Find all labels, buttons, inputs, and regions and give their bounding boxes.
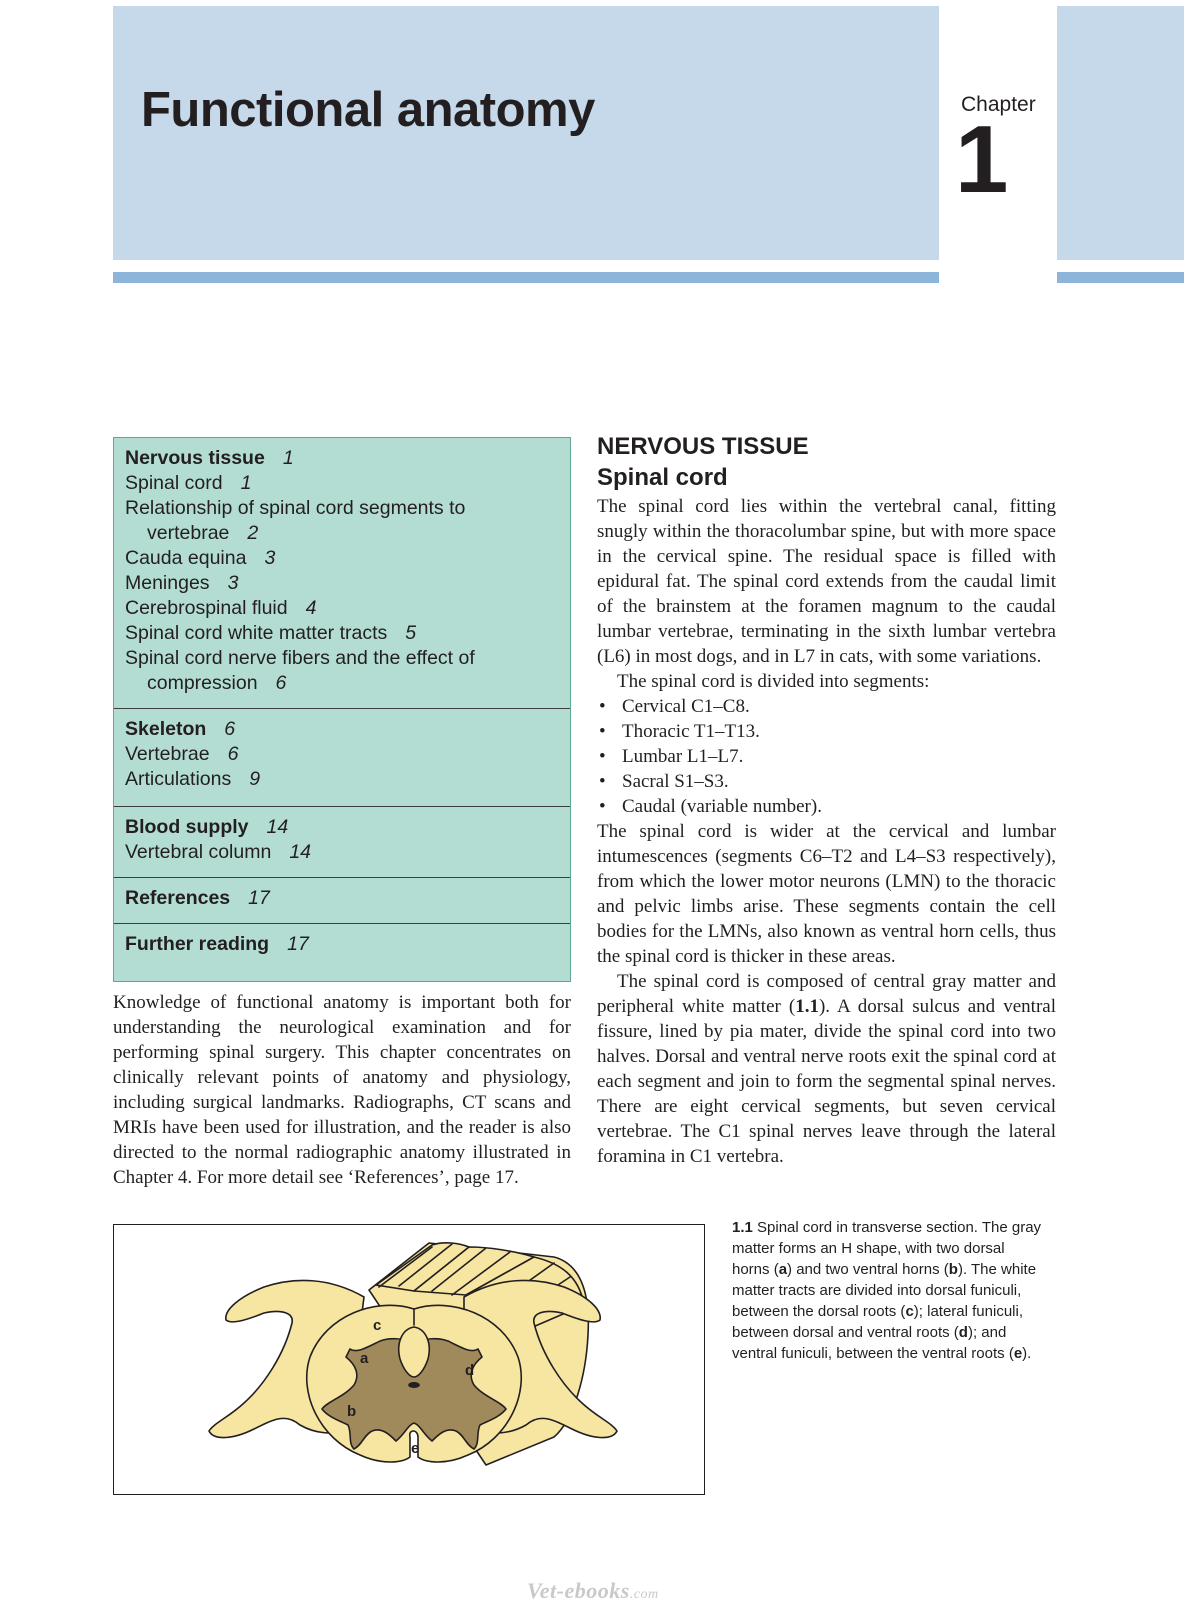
caption-key: d bbox=[958, 1324, 968, 1341]
watermark-main: Vet-ebooks bbox=[527, 1578, 630, 1603]
toc-entry-label: Articulations bbox=[125, 768, 232, 790]
section-heading: NERVOUS TISSUE bbox=[597, 433, 809, 460]
caption-key: e bbox=[1013, 1345, 1023, 1362]
chapter-number: 1 bbox=[955, 106, 1009, 213]
toc-entry[interactable] bbox=[125, 521, 560, 546]
list-item: • Caudal (variable number). bbox=[597, 794, 1056, 819]
segment-list bbox=[597, 694, 1056, 819]
figure-caption bbox=[732, 1217, 1042, 1364]
list-item: • Sacral S1–S3. bbox=[597, 769, 1056, 794]
caption-text: ) and two ventral horns ( bbox=[787, 1261, 949, 1278]
toc-page-number: 3 bbox=[264, 547, 276, 569]
toc-heading[interactable] bbox=[125, 932, 560, 957]
toc-entry[interactable] bbox=[125, 840, 560, 865]
toc-entry[interactable] bbox=[125, 767, 560, 792]
toc-heading[interactable] bbox=[125, 717, 560, 742]
toc-entry-label: Vertebrae bbox=[125, 743, 210, 765]
label-c: c bbox=[373, 1317, 382, 1334]
list-item: • Thoracic T1–T13. bbox=[597, 719, 1056, 744]
label-d: d bbox=[465, 1362, 475, 1379]
toc-entry-label: Spinal cord nerve fibers and the effect of bbox=[125, 647, 475, 669]
toc-page-number: 6 bbox=[224, 718, 236, 740]
toc-page-number: 2 bbox=[247, 522, 259, 544]
body-paragraph: The spinal cord is divided into segments: bbox=[617, 671, 930, 692]
toc-entry-label: compression bbox=[147, 672, 258, 694]
toc-entry bbox=[125, 646, 560, 671]
toc-entry[interactable] bbox=[125, 596, 560, 621]
toc-page-number: 17 bbox=[248, 887, 270, 909]
intro-column bbox=[113, 990, 571, 1190]
toc-page-number: 1 bbox=[240, 472, 252, 494]
toc-page-number: 3 bbox=[227, 572, 239, 594]
watermark bbox=[527, 1578, 659, 1604]
toc-entry-label: Skeleton bbox=[125, 718, 207, 740]
toc-page-number: 17 bbox=[287, 933, 309, 955]
figure-spinal-cord bbox=[113, 1224, 705, 1495]
toc-entry[interactable] bbox=[125, 546, 560, 571]
toc-entry[interactable] bbox=[125, 671, 560, 696]
toc-entry-label: Cerebrospinal fluid bbox=[125, 597, 288, 619]
chapter-header-band-right bbox=[1057, 6, 1184, 260]
caption-text: Spinal cord in transverse section. The gray matter forms an H shape, with two dorsal horns ( bbox=[732, 1219, 1042, 1278]
toc-entry-label: Meninges bbox=[125, 572, 210, 594]
label-a: a bbox=[360, 1350, 369, 1367]
spinal-cord-illustration bbox=[114, 1225, 703, 1493]
toc-entry-label: Vertebral column bbox=[125, 841, 272, 863]
label-b: b bbox=[347, 1403, 357, 1420]
toc-page-number: 6 bbox=[275, 672, 287, 694]
toc-entry-label: vertebrae bbox=[147, 522, 230, 544]
figure-reference[interactable]: 1.1 bbox=[795, 996, 819, 1017]
toc-page-number: 1 bbox=[282, 447, 294, 469]
toc-page-number: 5 bbox=[405, 622, 417, 644]
toc-entry-label: Spinal cord bbox=[125, 472, 223, 494]
chapter-contents-box bbox=[113, 437, 571, 982]
figure-number: 1.1 bbox=[732, 1219, 753, 1236]
chapter-title: Functional anatomy bbox=[141, 83, 595, 137]
toc-heading[interactable] bbox=[125, 815, 560, 840]
caption-key: b bbox=[948, 1261, 958, 1278]
toc-section bbox=[114, 807, 570, 878]
toc-entry-label: Spinal cord white matter tracts bbox=[125, 622, 388, 644]
caption-key: a bbox=[778, 1261, 788, 1278]
toc-page-number: 6 bbox=[227, 743, 239, 765]
body-paragraph: The spinal cord is wider at the cervical and lumbar intumescences (segments C6–T2 and L4–S3 respectively), from which the lower motor neurons (LMN) to the thoracic and pelvic limbs arise. These segments contain the cell bodies for the LMNs, also known as ventral horn cells, thus the spinal cord is thicker in these areas. bbox=[597, 821, 1056, 967]
caption-text: ); and ventral funiculi, between the ventral roots ( bbox=[732, 1324, 1014, 1362]
caption-text: ); lateral funiculi, between dorsal and ventral roots ( bbox=[732, 1303, 1023, 1341]
subsection-heading: Spinal cord bbox=[597, 464, 728, 491]
header-rule bbox=[113, 272, 939, 283]
toc-entry-label: Nervous tissue bbox=[125, 447, 265, 469]
toc-entry[interactable] bbox=[125, 742, 560, 767]
toc-heading[interactable] bbox=[125, 886, 560, 911]
toc-page-number: 9 bbox=[249, 768, 261, 790]
toc-section bbox=[114, 709, 570, 807]
intro-paragraph: Knowledge of functional anatomy is important both for understanding the neurological examination and for performing spinal surgery. This chapter concentrates on clinically relevant points of anatomy and physiology, including surgical landmarks. Radiographs, CT scans and MRIs have been used for illustration, and the reader is also directed to the normal radiographic anatomy illustrated in Chapter 4. For more detail see ‘References’, page 17. bbox=[113, 992, 571, 1188]
toc-entry-label: Further reading bbox=[125, 933, 270, 955]
watermark-suffix: .com bbox=[629, 1587, 659, 1602]
toc-entry[interactable] bbox=[125, 571, 560, 596]
label-e: e bbox=[411, 1440, 420, 1457]
toc-entry[interactable] bbox=[125, 621, 560, 646]
toc-heading[interactable] bbox=[125, 446, 560, 471]
toc-entry-label: Relationship of spinal cord segments to bbox=[125, 497, 466, 519]
toc-entry bbox=[125, 496, 560, 521]
paragraph-text: ). A dorsal sulcus and ventral fissure, lined by pia mater, divide the spinal cord into two halves. Dorsal and ventral nerve roots exit the spinal cord at each segment and join to form the segmental spinal nerves. There are eight cervical segments, but seven cervical vertebrae. The C1 spinal nerves leave through the lateral foramina in C1 vertebra. bbox=[597, 996, 1056, 1167]
toc-section bbox=[114, 438, 570, 709]
list-item: • Lumbar L1–L7. bbox=[597, 744, 1056, 769]
toc-page-number: 14 bbox=[266, 816, 289, 838]
body-paragraph: The spinal cord lies within the vertebral canal, fitting snugly within the thoracolumbar spine, but with more space in the cervical spine. The residual space is filled with epidural fat. The spinal cord extends from the caudal limit of the brainstem at the foramen magnum to the caudal lumbar vertebrae, terminating in the sixth lumbar vertebra (L6) in most dogs, and in L7 in cats, with some variations. bbox=[597, 496, 1056, 667]
list-item: • Cervical C1–C8. bbox=[597, 694, 1056, 719]
caption-text: ). bbox=[1022, 1345, 1032, 1362]
toc-entry-label: Blood supply bbox=[125, 816, 249, 838]
header-rule-right bbox=[1057, 272, 1184, 283]
toc-page-number: 14 bbox=[289, 841, 312, 863]
paragraph-text: The spinal cord is composed of central gray matter and peripheral white matter ( bbox=[597, 971, 1056, 1017]
body-paragraph bbox=[597, 969, 1056, 1169]
caption-key: c bbox=[905, 1303, 914, 1320]
toc-entry[interactable] bbox=[125, 471, 560, 496]
toc-section bbox=[114, 878, 570, 924]
toc-section bbox=[114, 924, 570, 969]
toc-entry-label: Cauda equina bbox=[125, 547, 247, 569]
right-column bbox=[597, 432, 1056, 1169]
toc-page-number: 4 bbox=[305, 597, 317, 619]
chapter-label: Chapter bbox=[961, 93, 1036, 116]
caption-text: ). The white matter tracts are divided into dorsal funiculi, between the dorsal roots ( bbox=[732, 1261, 1037, 1320]
toc-entry-label: References bbox=[125, 887, 231, 909]
